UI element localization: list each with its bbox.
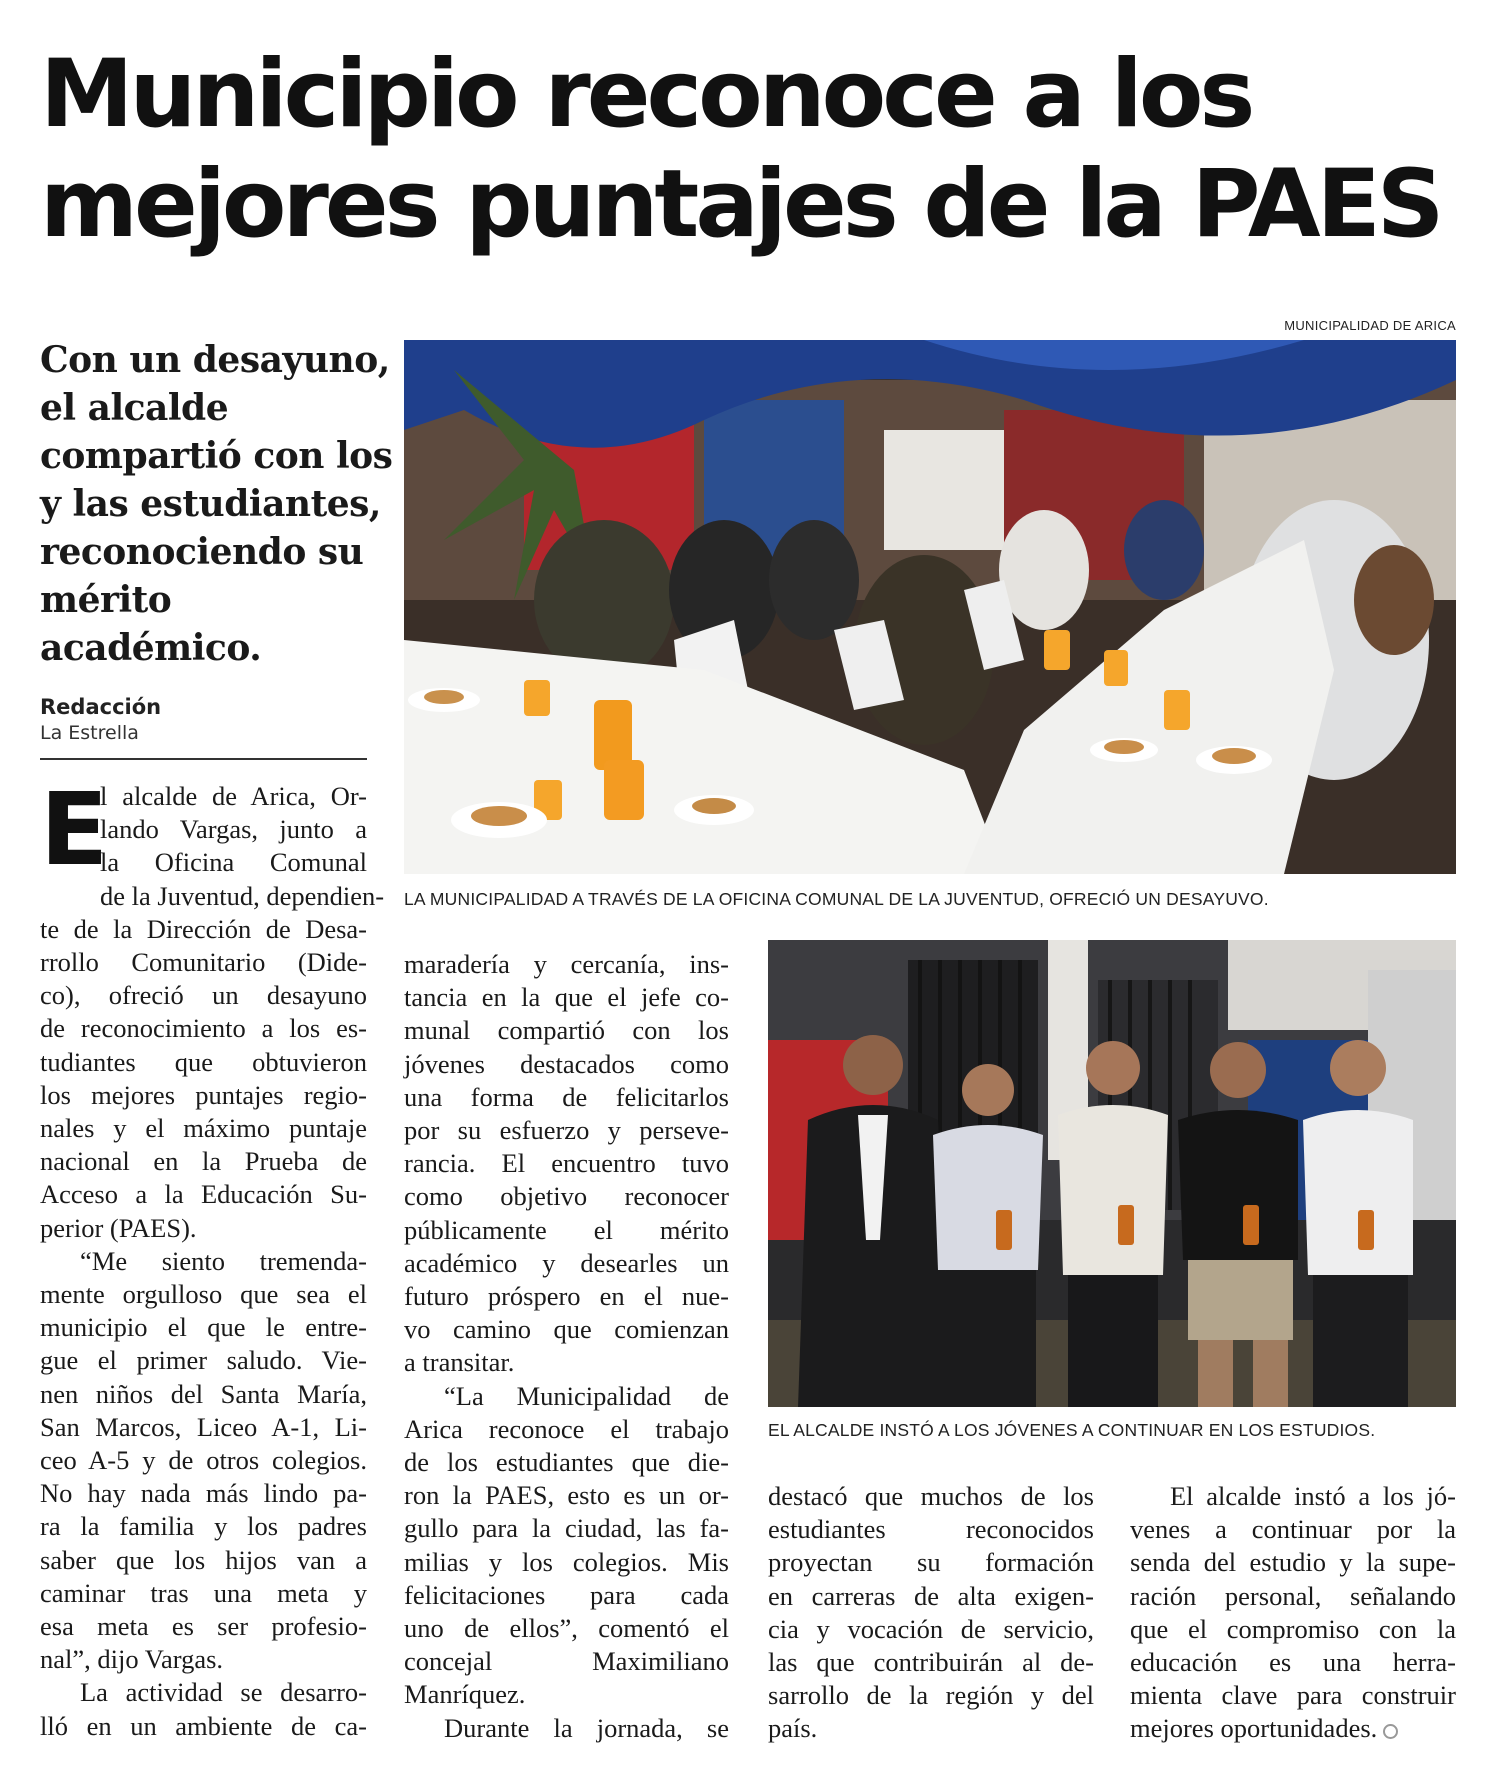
- body-line-text: mejores oportunidades.: [1130, 1713, 1378, 1744]
- body-line: que el compromiso con la: [1130, 1613, 1456, 1644]
- body-line: públicamente el mérito: [404, 1214, 729, 1245]
- body-line: concejal Maximiliano: [404, 1646, 729, 1677]
- photo-mayor-students-caption: EL ALCALDE INSTÓ A LOS JÓVENES A CONTINUAR EN LOS ESTUDIOS.: [768, 1420, 1376, 1440]
- body-line: estudiantes reconocidos: [768, 1514, 1094, 1545]
- deck-line: reconociendo su: [40, 531, 364, 573]
- body-line: los mejores puntajes regio-: [40, 1079, 367, 1110]
- body-line: gullo para la ciudad, las fa-: [404, 1513, 729, 1544]
- body-line: vo camino que comienzan: [404, 1314, 729, 1345]
- body-line: ceo A-5 y de otros colegios.: [40, 1445, 367, 1476]
- byline-divider: [40, 758, 367, 760]
- body-line: a transitar.: [404, 1347, 515, 1378]
- photo-mayor-students: [768, 940, 1456, 1407]
- body-line: futuro próspero en el nue-: [404, 1281, 729, 1312]
- body-line: rrollo Comunitario (Dide-: [40, 947, 367, 978]
- body-line: por su esfuerzo y perseve-: [404, 1115, 729, 1146]
- body-line: gue el primer saludo. Vie-: [40, 1345, 367, 1376]
- body-line: co), ofreció un desayuno: [40, 980, 367, 1011]
- deck-line: Con un desayuno,: [40, 339, 390, 381]
- body-line: rancia. El encuentro tuvo: [404, 1148, 729, 1179]
- deck-line: compartió con los: [40, 435, 393, 477]
- body-line: mienta clave para construir: [1130, 1680, 1456, 1711]
- body-line: de reconocimiento a los es-: [40, 1013, 367, 1044]
- deck-line: y las estudiantes,: [40, 483, 381, 525]
- body-line: educación es una herra-: [1130, 1647, 1456, 1678]
- body-column-3: [768, 1480, 1094, 1746]
- photo-credit: MUNICIPALIDAD DE ARICA: [1284, 318, 1456, 333]
- body-line: Manríquez.: [404, 1679, 526, 1710]
- body-line: San Marcos, Liceo A-1, Li-: [40, 1411, 367, 1442]
- byline-author: Redacción: [40, 695, 162, 719]
- body-line: La actividad se desarro-: [80, 1677, 367, 1708]
- body-column-4: [1130, 1480, 1456, 1746]
- body-line: destacó que muchos de los: [768, 1481, 1094, 1511]
- byline-outlet: La Estrella: [40, 722, 139, 744]
- body-line: nales y el máximo puntaje: [40, 1113, 367, 1144]
- body-line: te de la Dirección de Desa-: [40, 913, 367, 944]
- body-line: caminar tras una meta y: [40, 1577, 367, 1608]
- body-line: de la Juventud, dependien-: [100, 880, 385, 911]
- body-column-2: [404, 948, 729, 1745]
- body-line: felicitaciones para cada: [404, 1579, 729, 1610]
- body-line: municipio el que le entre-: [40, 1312, 367, 1343]
- body-line: “Me siento tremenda-: [80, 1245, 367, 1276]
- body-line: nen niños del Santa María,: [40, 1378, 367, 1409]
- body-line: en carreras de alta exigen-: [768, 1580, 1094, 1611]
- body-line: como objetivo reconocer: [404, 1181, 729, 1212]
- body-line: la Oficina Comunal: [100, 847, 367, 878]
- body-line: venes a continuar por la: [1130, 1514, 1456, 1545]
- headline: [40, 40, 1480, 260]
- body-line: lando Vargas, junto a: [100, 814, 367, 845]
- body-line: lló en un ambiente de ca-: [40, 1710, 367, 1741]
- body-line: ra la familia y los padres: [40, 1511, 367, 1542]
- body-line: tudiantes que obtuvieron: [40, 1046, 367, 1077]
- body-line: nacional en la Prueba de: [40, 1146, 367, 1177]
- body-line: jóvenes destacados como: [404, 1048, 729, 1079]
- end-mark-icon: [1383, 1724, 1398, 1739]
- body-line: las que contribuirán al de-: [768, 1647, 1094, 1678]
- body-line: Arica reconoce el trabajo: [404, 1413, 729, 1444]
- body-line: una forma de felicitarlos: [404, 1081, 729, 1112]
- body-line: senda del estudio y la supe-: [1130, 1547, 1456, 1578]
- headline-line-1: Municipio reconoce a los: [40, 40, 1252, 149]
- photo-mayor-students-image: [768, 940, 1456, 1407]
- drop-cap: E: [40, 771, 109, 888]
- body-line: munal compartió con los: [404, 1015, 729, 1046]
- body-line: l alcalde de Arica, Or-: [100, 781, 367, 811]
- body-line: de los estudiantes que die-: [404, 1447, 729, 1478]
- body-line: cia y vocación de servicio,: [768, 1613, 1094, 1644]
- body-line-final: [1130, 1712, 1456, 1745]
- body-line: ración personal, señalando: [1130, 1580, 1456, 1611]
- body-line: mente orgulloso que sea el: [40, 1279, 367, 1310]
- photo-breakfast: [404, 340, 1456, 874]
- body-line: académico y desearles un: [404, 1247, 729, 1278]
- body-column-1: [40, 771, 385, 1743]
- body-line: milias y los colegios. Mis: [404, 1546, 729, 1577]
- body-line: perior (PAES).: [40, 1212, 197, 1243]
- photo-breakfast-caption: LA MUNICIPALIDAD A TRAVÉS DE LA OFICINA COMUNAL DE LA JUVENTUD, OFRECIÓ UN DESAYUVO.: [404, 889, 1269, 909]
- body-line: uno de ellos”, comentó el: [404, 1613, 729, 1644]
- deck-line: el alcalde: [40, 387, 229, 429]
- body-line: Acceso a la Educación Su-: [40, 1179, 367, 1210]
- headline-line-2: mejores puntajes de la PAES: [40, 150, 1441, 259]
- body-line: país.: [768, 1713, 818, 1744]
- body-line: sarrollo de la región y del: [768, 1680, 1094, 1711]
- deck-line: mérito: [40, 579, 172, 621]
- body-line: No hay nada más lindo pa-: [40, 1478, 367, 1509]
- body-line: proyectan su formación: [768, 1547, 1094, 1578]
- body-line: tancia en la que el jefe co-: [404, 982, 729, 1013]
- body-line: El alcalde instó a los jó-: [1170, 1481, 1456, 1511]
- body-line: ron la PAES, esto es un or-: [404, 1480, 729, 1511]
- deck-line: académico.: [40, 627, 262, 669]
- body-line: “La Municipalidad de: [444, 1380, 729, 1411]
- body-line: nal”, dijo Vargas.: [40, 1644, 224, 1675]
- body-line: saber que los hijos van a: [40, 1544, 367, 1575]
- deck: [40, 336, 393, 672]
- body-line: esa meta es ser profesio-: [40, 1611, 367, 1642]
- photo-breakfast-image: [404, 340, 1456, 874]
- body-line: maradería y cercanía, ins-: [404, 949, 729, 979]
- body-line: Durante la jornada, se: [444, 1712, 729, 1743]
